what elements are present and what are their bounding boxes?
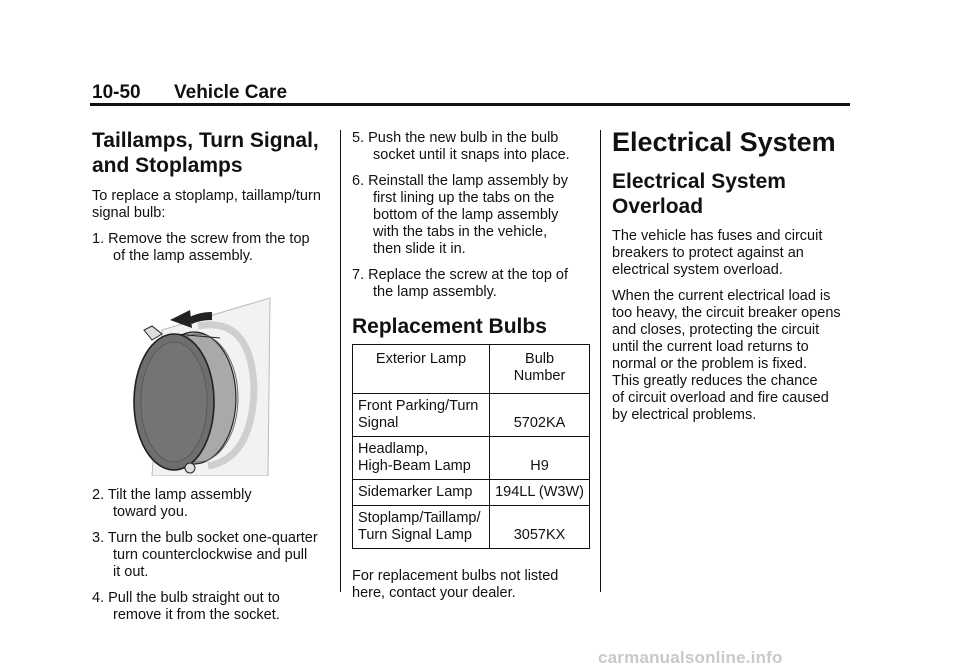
- table-header-row: [353, 345, 590, 394]
- bulb-cell: 3057KX: [490, 506, 590, 549]
- step-7: 7. Replace the screw at the top of the lamp assembly.: [352, 267, 569, 300]
- step-2: 2. Tilt the lamp assembly toward you.: [92, 487, 252, 520]
- table-row: [353, 480, 590, 506]
- lamp-assembly-illustration: [92, 290, 332, 476]
- heading-line: Taillamps, Turn Signal,: [92, 129, 319, 152]
- step-3: 3. Turn the bulb socket one-quarter turn counterclockwise and pull it out.: [92, 530, 318, 580]
- middle-column: [352, 130, 592, 602]
- column-divider-right: [600, 130, 601, 592]
- column-header-lamp: Exterior Lamp: [353, 345, 490, 394]
- lamp-cell: Sidemarker Lamp: [353, 480, 490, 506]
- bulb-cell: H9: [490, 437, 590, 480]
- dealer-note: For replacement bulbs not listed here, contact your dealer.: [352, 568, 559, 601]
- step-6: 6. Reinstall the lamp assembly by first lining up the tabs on the bottom of the lamp assembly with the tabs in the vehicle, then slide it in.: [352, 173, 568, 257]
- table-row: [353, 437, 590, 480]
- overload-heading: Electrical System Overload: [612, 170, 786, 218]
- lamp-cell: Stoplamp/Taillamp/ Turn Signal Lamp: [353, 506, 490, 549]
- electrical-system-heading: Electrical System: [612, 127, 836, 157]
- step-4: 4. Pull the bulb straight out to remove it from the socket.: [92, 590, 280, 623]
- step-5: 5. Push the new bulb in the bulb socket until it snaps into place.: [352, 130, 570, 163]
- step-1: 1. Remove the screw from the top of the lamp assembly.: [92, 231, 310, 264]
- watermark: carmanualsonline.info: [598, 648, 783, 667]
- right-column: [612, 126, 852, 424]
- replacement-bulbs-table: [352, 344, 590, 549]
- lamp-cell: Headlamp, High-Beam Lamp: [353, 437, 490, 480]
- taillamps-heading: [92, 128, 332, 178]
- bulb-cell: 194LL (W3W): [490, 480, 590, 506]
- table-row: [353, 394, 590, 437]
- overload-para-2: When the current electrical load is too heavy, the circuit breaker opens and closes, protecting the circuit until the current load returns to normal or the problem is fixed. This greatly reduces the chance of circuit overload and fire caused by electrical problems.: [612, 288, 841, 423]
- section-title: Vehicle Care: [174, 82, 288, 103]
- heading-line: and Stoplamps: [92, 154, 243, 177]
- lamp-cell: Front Parking/Turn Signal: [353, 394, 490, 437]
- column-divider-left: [340, 130, 341, 592]
- header-rule: [90, 103, 850, 106]
- overload-para-1: The vehicle has fuses and circuit breakers to protect against an electrical system overload.: [612, 228, 823, 278]
- page-number: 10-50: [92, 82, 141, 103]
- table-row: [353, 506, 590, 549]
- intro-text: To replace a stoplamp, taillamp/turn signal bulb:: [92, 188, 321, 221]
- column-header-bulb: Bulb Number: [490, 345, 590, 394]
- left-column: [92, 128, 332, 624]
- bulb-cell: 5702KA: [490, 394, 590, 437]
- replacement-bulbs-heading: Replacement Bulbs: [352, 315, 547, 338]
